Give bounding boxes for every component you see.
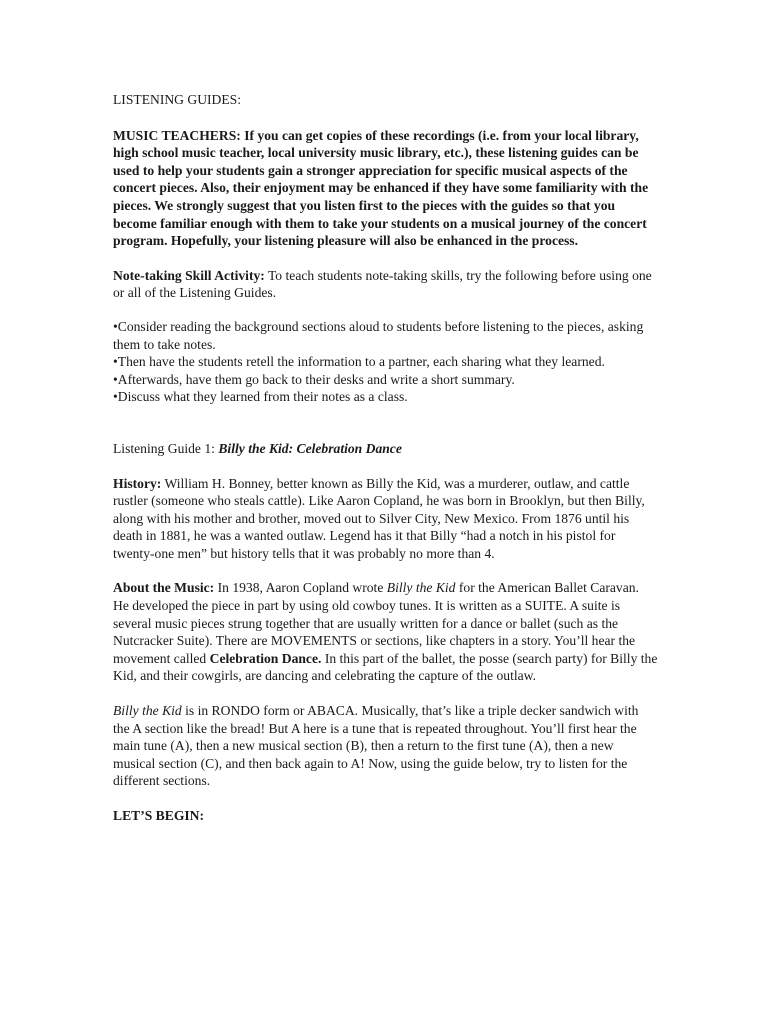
activity-list: [113, 318, 658, 406]
about-text-3: In this part of the ballet, the posse (search party) for Billy the Kid, and their cowgirls, are dancing and celebrating the capture of the outlaw.: [113, 650, 658, 684]
about-movement: Celebration Dance.: [209, 650, 322, 666]
list-item: •Afterwards, have them go back to their desks and write a short summary.: [113, 371, 515, 387]
teachers-label: MUSIC TEACHERS:: [113, 127, 241, 143]
rondo-work-title: Billy the Kid: [113, 703, 182, 719]
list-item: •Consider reading the background sections aloud to students before listening to the pieces, asking them to take notes.: [113, 318, 644, 352]
guide-heading: [113, 440, 658, 458]
note-taking-text: To teach students note-taking skills, try the following before using one or all of the Listening Guides.: [113, 267, 652, 301]
list-item: •Then have the students retell the information to a partner, each sharing what they learned.: [113, 354, 605, 370]
history-text: William H. Bonney, better known as Billy the Kid, was a murderer, outlaw, and cattle rustler (someone who steals cattle). Like Aaron Copland, he was born in Brooklyn, but then Billy, along with his mother and brother, moved out to Silver City, New Mexico. From 1876 until his death in 1881, he was a wanted outlaw. Legend has it that Billy “had a notch in his pistol for twenty-one men” but history tells that it was probably no more than 4.: [113, 475, 645, 561]
teachers-text: If you can get copies of these recordings (i.e. from your local library, high school music teacher, local university music library, etc.), these listening guides can be used to help your students gain a stronger appreciation for specific musical aspects of the concert pieces. Also, their enjoyment may be enhanced if they have some familiarity with the pieces. We strongly suggest that you listen first to the pieces with the guides so that you become familiar enough with them to take your students on a musical journey of the concert program. Hopefully, your listening pleasure will also be enhanced in the process.: [113, 127, 649, 249]
list-item: •Discuss what they learned from their notes as a class.: [113, 389, 408, 405]
note-taking-paragraph: [113, 267, 658, 302]
history-paragraph: [113, 475, 658, 563]
about-text-2: for the American Ballet Caravan. He developed the piece in part by using old cowboy tunes. It is written as a SUITE. A suite is several music pieces strung together that are usually written for a dance or ballet (such as the Nutcracker Suite). There are MOVEMENTS or sections, like chapters in a story. You’ll hear the movement called: [113, 580, 639, 666]
about-paragraph: [113, 579, 658, 685]
rondo-paragraph: [113, 702, 658, 790]
history-label: History:: [113, 475, 162, 491]
guide-label: Listening Guide 1:: [113, 440, 215, 456]
page-title: LISTENING GUIDES:: [113, 92, 241, 107]
teachers-paragraph: [113, 127, 658, 250]
about-text-1: In 1938, Aaron Copland wrote: [217, 580, 384, 596]
about-work-title: Billy the Kid: [386, 580, 456, 596]
about-label: About the Music:: [113, 580, 215, 596]
note-taking-label: Note-taking Skill Activity:: [113, 267, 265, 283]
rondo-text: is in RONDO form or ABACA. Musically, that’s like a triple decker sandwich with the A section like the bread! But A here is a tune that is repeated throughout. You’ll first hear the main tune (A), then a new musical section (B), then a return to the first tune (A), then a new musical section (C), and then back again to A! Now, using the guide below, try to listen for the different sections.: [113, 703, 639, 789]
begin-heading: LET’S BEGIN:: [113, 808, 205, 823]
guide-title: Billy the Kid: Celebration Dance: [218, 440, 402, 456]
